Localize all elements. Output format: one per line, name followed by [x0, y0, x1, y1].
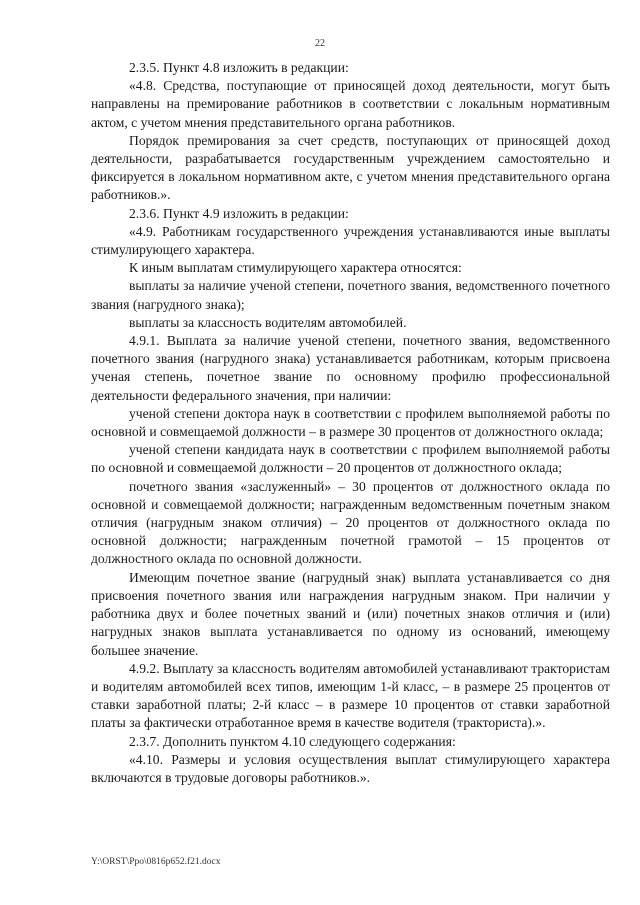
paragraph: 2.3.6. Пункт 4.9 изложить в редакции: [129, 205, 349, 221]
paragraph: Имеющим почетное звание (нагрудный знак) выплата устанавливается со дня присвоения почетного звания или награждения нагрудным знаком. При наличии у работника двух и более почетных званий и (или) почетных знаков отличия и (или) нагрудных знаков выплата устанавливается по одному из оснований, имеющему большее значение. [91, 569, 610, 658]
paragraph: «4.10. Размеры и условия осуществления выплат стимулирующего характера включаются в трудовые договоры работников.». [91, 751, 610, 785]
paragraph: К иным выплатам стимулирующего характера относятся: [129, 260, 462, 276]
paragraph: Порядок премирования за счет средств, поступающих от приносящей доход деятельности, разрабатывается государственным учреждением самостоятельно и фиксируется в локальном нормативном акте, с учетом мнения представительного органа работников.». [91, 132, 610, 203]
paragraph: 2.3.7. Дополнить пунктом 4.10 следующего содержания: [129, 733, 456, 749]
paragraph: 4.9.1. Выплата за наличие ученой степени, почетного звания, ведомственного почетного звания (нагрудного знака) устанавливается работникам, которым присвоена ученая степень, почетное звание по основному профилю профессиональной деятельности федерального значения, при наличии: [91, 333, 610, 403]
paragraph: ученой степени доктора наук в соответствии с профилем выполняемой работы по основной и совмещаемой должности – в размере 30 процентов от должностного оклада; [91, 405, 610, 440]
footer-file-path: Y:\ORST\Ppo\0816p652.f21.docx [91, 857, 221, 867]
paragraph: «4.8. Средства, поступающие от приносящей доход деятельности, могут быть направлены на премирование работников в соответствии с локальным нормативным актом, с учетом мнения представительного органа работников. [91, 78, 610, 130]
paragraph: выплаты за наличие ученой степени, почетного звания, ведомственного почетного звания (нагрудного знака); [91, 278, 610, 312]
paragraph: 4.9.2. Выплату за классность водителям автомобилей устанавливают трактористам и водителям автомобилей всех типов, имеющим 1-й класс, – в размере 25 процентов от ставки заработной платы; 2-й класс – в размере 10 процентов от ставки заработной платы за фактически отработанное время в качестве водителя (тракториста).». [91, 660, 610, 731]
page-number: 22 [315, 38, 325, 49]
paragraph: выплаты за классность водителям автомобилей. [129, 314, 407, 330]
paragraph: ученой степени кандидата наук в соответствии с профилем выполняемой работы по основной и совмещаемой должности – 20 процентов от должностного оклада; [91, 442, 610, 476]
paragraph: «4.9. Работникам государственного учреждения устанавливаются иные выплаты стимулирующего характера. [91, 223, 610, 258]
document-body [91, 59, 610, 787]
paragraph: почетного звания «заслуженный» – 30 процентов от должностного оклада по основной и совмещаемой должности; награжденным ведомственным почетным знаком отличия (нагрудным знаком отличия) – 20 процентов от должностного оклада по основной должности; награжденным почетной грамотой – 15 процентов от должностного оклада по основной должности. [91, 478, 610, 567]
paragraph: 2.3.5. Пункт 4.8 изложить в редакции: [129, 60, 349, 75]
